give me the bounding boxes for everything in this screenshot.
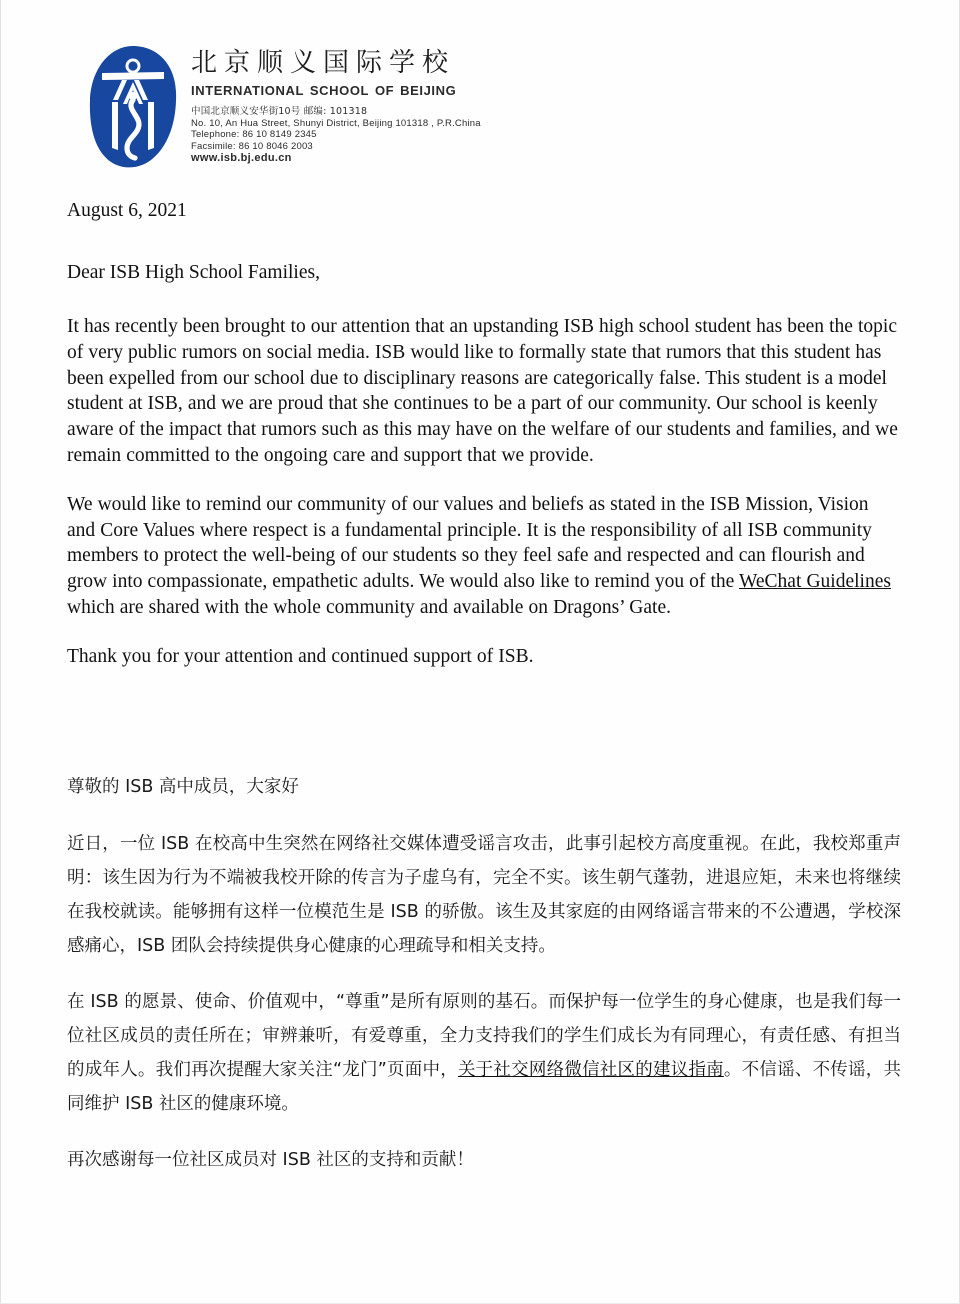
english-paragraph-2-text-before-link: We would like to remind our community of our values and beliefs as stated in the ISB Mission, Vision and Core Values where respect is a fundamental principle. It is the responsibility of all ISB community members to protect the well-being of our students so they feel safe and respected and can flourish and grow into compassionate, empathetic adults. We would also like to remind you of the [67,493,872,593]
contact-address-english: No. 10, An Hua Street, Shunyi District, Beijing 101318 , P.R.China [191,117,481,129]
chinese-paragraph-2-text-before-link: 在 ISB 的愿景、使命、价值观中，“尊重”是所有原则的基石。而保护每一位学生的身心健康，也是我们每一位社区成员的责任所在；审辨兼听，有爱尊重，全力支持我们的学生们成长为有同理心，有责任感、有担当的成年人。我们再次提醒大家关注“龙门”页面中， [67,991,901,1080]
english-paragraph-3: Thank you for your attention and continued support of ISB. [67,645,534,667]
letterhead-text [191,42,481,165]
chinese-section [67,774,901,1177]
contact-address-chinese: 中国北京顺义安华街10号 邮编: 101318 [191,106,368,117]
contact-website[interactable]: www.isb.bj.edu.cn [191,152,292,165]
wechat-guidelines-link[interactable]: WeChat Guidelines [739,571,891,593]
chinese-greeting: 尊敬的 ISB 高中成员，大家好 [67,776,299,797]
letter-body [67,198,901,1177]
english-paragraph-1: It has recently been brought to our attention that an upstanding ISB high school student has been the topic of very public rumors on social media. ISB would like to formally state that rumors that this student has been expelled from our school due to disciplinary reasons are categorically false. This student is a model student at ISB, and we are proud that she continues to be a part of our community. Our school is keenly aware of the impact that rumors such as this may have on the welfare of our students and families, and we remain committed to the ongoing care and support that we provide. [67,316,898,466]
letter-date: August 6, 2021 [67,200,187,221]
school-name-chinese: 北京顺义国际学校 [191,48,456,78]
english-paragraph-2 [67,492,901,621]
isb-dancing-figure-logo-icon [87,42,179,174]
chinese-paragraph-2-text-after-link: 。不信谣、不传谣，共同维护 ISB 社区的健康环境。 [67,1059,902,1114]
letter-salutation: Dear ISB High School Families, [67,262,320,283]
letterhead [87,42,481,174]
contact-facsimile: Facsimile: 86 10 8046 2003 [191,140,313,152]
contact-block [191,106,481,165]
school-name-english: international school of beijing [191,79,457,100]
chinese-paragraph-2 [67,985,901,1121]
chinese-paragraph-1: 近日，一位 ISB 在校高中生突然在网络社交媒体遭受谣言攻击，此事引起校方高度重视。在此，我校郑重声明：该生因为行为不端被我校开除的传言为子虚乌有，完全不实。该生朝气蓬勃，进退应矩，未来也将继续在我校就读。能够拥有这样一位模范生是 ISB 的骄傲。该生及其家庭的由网络谣言带来的不公遭遇，学校深感痛心，ISB 团队会持续提供身心健康的心理疏导和相关支持。 [67,833,901,956]
english-paragraph-2-text-after-link: which are shared with the whole community and available on Dragons’ Gate. [67,596,671,618]
wechat-guidelines-link-chinese[interactable]: 关于社交网络微信社区的建议指南 [457,1059,724,1080]
contact-telephone: Telephone: 86 10 8149 2345 [191,129,317,141]
chinese-paragraph-3: 再次感谢每一位社区成员对 ISB 社区的支持和贡献！ [67,1149,474,1170]
